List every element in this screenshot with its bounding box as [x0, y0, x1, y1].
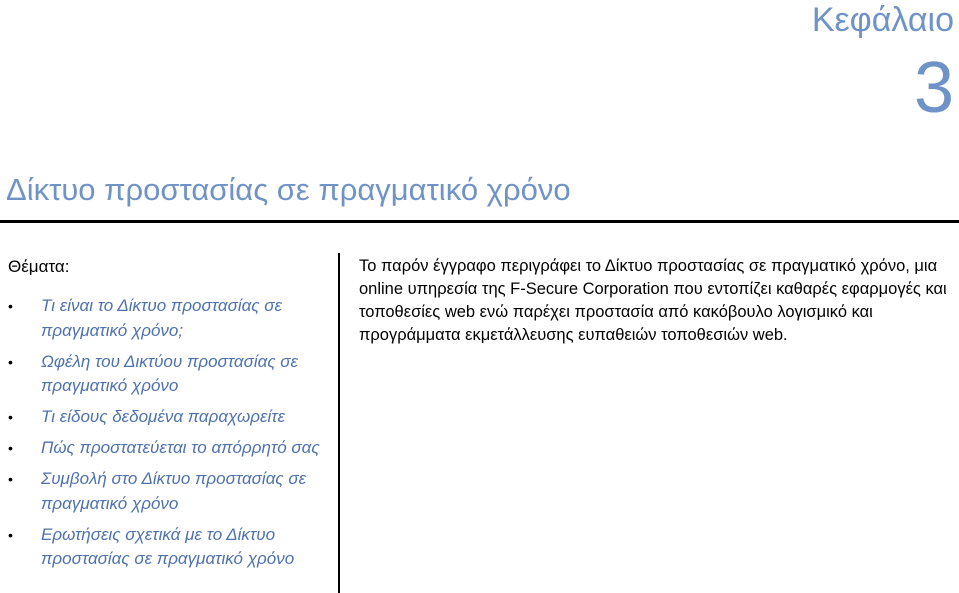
topic-item[interactable] [8, 436, 333, 461]
chapter-label: Κεφάλαιο [811, 1, 954, 39]
topic-link[interactable]: Ωφέλη του Δικτύου προστασίας σε πραγματικό χρόνο [41, 351, 299, 395]
bullet-icon: • [8, 409, 13, 425]
topics-heading: Θέματα: [8, 257, 70, 276]
bullet-icon: • [8, 471, 13, 487]
title-rule [0, 220, 959, 223]
chapter-number: 3 [913, 48, 954, 128]
topic-item[interactable] [8, 405, 333, 430]
topic-link[interactable]: Τι είδους δεδομένα παραχωρείτε [41, 407, 286, 426]
page-title: Δίκτυο προστασίας σε πραγματικό χρόνο [6, 172, 571, 207]
bullet-icon: • [8, 526, 13, 543]
topic-item[interactable] [8, 294, 333, 343]
bullet-icon: • [8, 440, 13, 456]
topic-link[interactable]: Ερωτήσεις σχετικά με το Δίκτυο προστασίας σε πραγματικό χρόνο [41, 524, 295, 568]
bullet-icon: • [8, 298, 13, 314]
topic-item[interactable] [8, 350, 333, 399]
bullet-icon: • [8, 353, 13, 370]
topic-link[interactable]: Συμβολή στο Δίκτυο προστασίας σε πραγματικό χρόνο [41, 469, 307, 513]
column-divider [338, 253, 340, 593]
topic-item[interactable] [8, 523, 333, 572]
topics-list [8, 294, 333, 578]
intro-paragraph: Το παρόν έγγραφο περιγράφει το Δίκτυο προστασίας σε πραγματικό χρόνο, μια online υπηρεσία της F-Secure Corporation που εντοπίζει καθαρές εφαρμογές και τοποθεσίες web ενώ παρέχει προστασία από κακόβουλο λογισμικό και προγράμματα εκμετάλλευσης ευπαθειών τοποθεσιών web. [359, 257, 947, 344]
topic-item[interactable] [8, 467, 333, 516]
topic-link[interactable]: Πώς προστατεύεται το απόρρητό σας [41, 438, 320, 457]
topic-link[interactable]: Τι είναι το Δίκτυο προστασίας σε πραγματικό χρόνο; [41, 296, 283, 340]
